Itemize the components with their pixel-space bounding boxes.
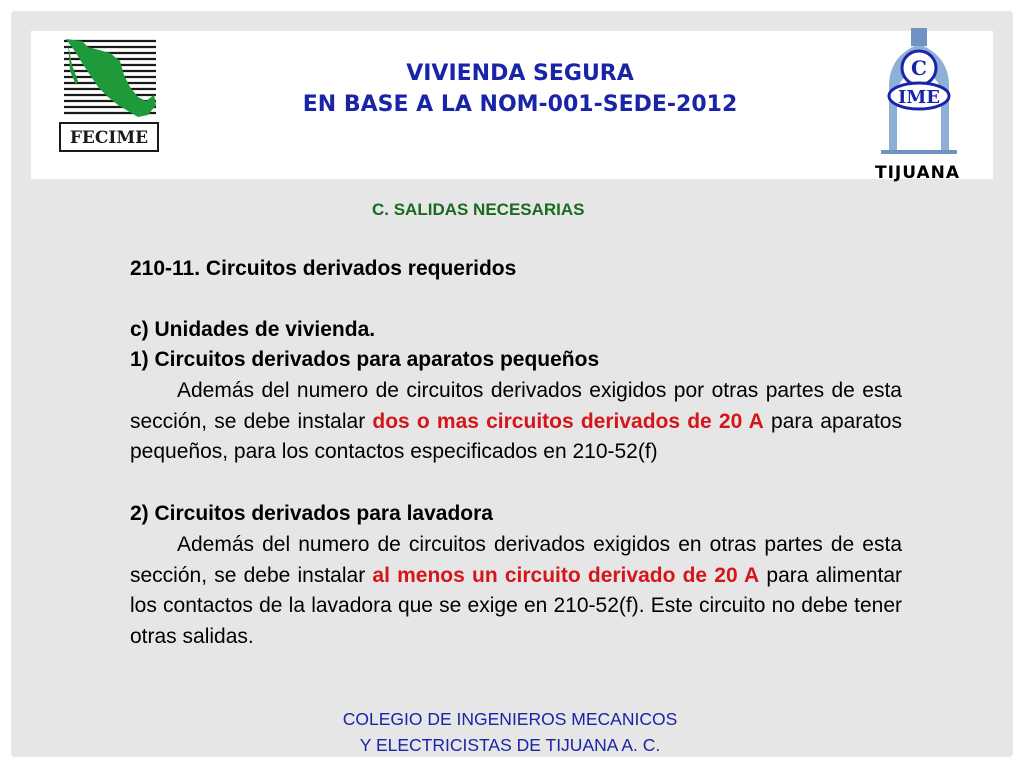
svg-text:C: C <box>911 56 927 80</box>
tijuana-label: TIJUANA <box>875 163 961 183</box>
footer <box>250 706 770 758</box>
fecime-logo-text: FECIME <box>69 128 149 148</box>
fecime-logo <box>58 35 160 153</box>
item1-highlight: dos o mas circuitos derivados de 20 A <box>372 409 764 433</box>
title-line-2: EN BASE A LA NOM-001-SEDE-2012 <box>302 92 738 117</box>
svg-text:IME: IME <box>897 87 941 108</box>
item2-text-b: para alimentar los contactos de la lavadora que se exige en 210-52(f). Este circuito no debe tener otras salidas. <box>130 563 903 648</box>
cime-logo <box>871 26 967 156</box>
item2-heading: 2) Circuitos derivados para lavadora <box>130 502 493 525</box>
item1-text-b: para aparatos pequeños, para los contactos especificados en 210-52(f) <box>130 409 902 463</box>
item2-paragraph <box>130 530 902 652</box>
footer-line-2: Y ELECTRICISTAS DE TIJUANA A. C. <box>359 735 661 755</box>
article-heading: 210-11. Circuitos derivados requeridos <box>130 257 517 280</box>
title-line-1: VIVIENDA SEGURA <box>406 61 634 86</box>
item2-text-a: Además del numero de circuitos derivados exigidos en otras partes de esta sección, se debe instalar <box>130 533 902 587</box>
footer-line-1: COLEGIO DE INGENIEROS MECANICOS <box>342 709 678 729</box>
item1-text-a: Además del numero de circuitos derivados exigidos por otras partes de esta sección, se debe instalar <box>130 379 902 433</box>
item1-heading: 1) Circuitos derivados para aparatos pequeños <box>130 348 600 371</box>
item2-highlight: al menos un circuito derivado de 20 A <box>372 563 760 587</box>
item1-paragraph <box>130 376 902 468</box>
subsection-heading: c) Unidades de vivienda. <box>130 318 376 341</box>
section-heading: C. SALIDAS NECESARIAS <box>372 200 585 219</box>
page-title <box>250 58 790 120</box>
